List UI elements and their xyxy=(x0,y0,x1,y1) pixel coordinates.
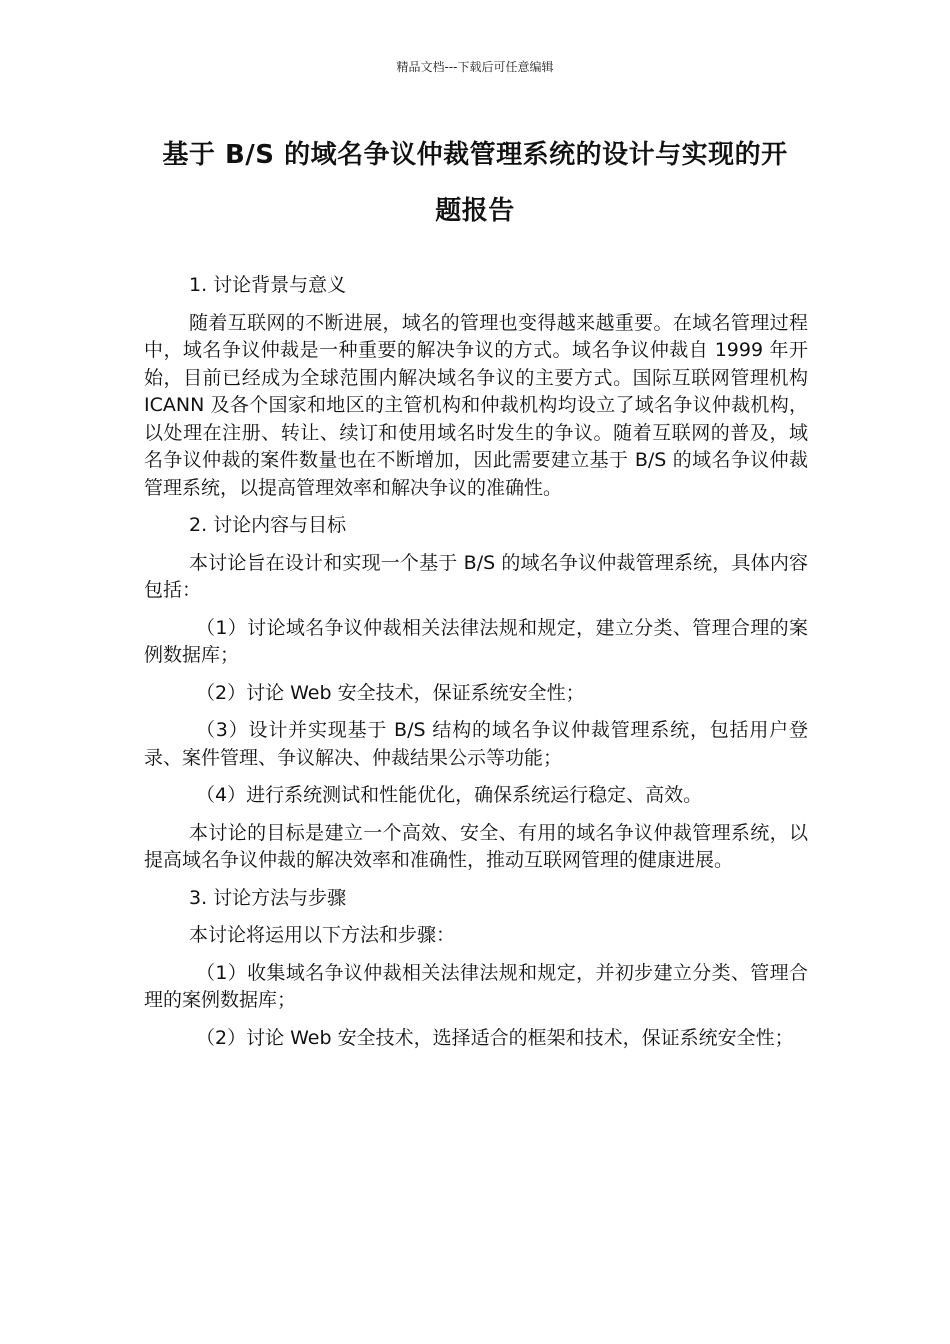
section-2-item: （4）进行系统测试和性能优化，确保系统运行稳定、高效。 xyxy=(196,784,703,806)
document-title-line-2: 题报告 xyxy=(435,196,515,226)
document-title-line-1: 基于 B/S 的域名争议仲裁管理系统的设计与实现的开 xyxy=(162,140,788,170)
section-1-heading: 1. 讨论背景与意义 xyxy=(189,274,347,296)
section-1-paragraph: 随着互联网的不断进展，域名的管理也变得越来越重要。在域名管理过程中，域名争议仲裁是一种重要的解决争议的方式。域名争议仲裁自 1999 年开始，目前已经成为全球范围内解决域名争议的主要方式。国际互联网管理机构 ICANN 及各个国家和地区的主管机构和仲裁机构均设立了域名争议仲裁机构，以处理在注册、转让、续订和使用域名时发生的争议。随着互联网的普及，域名争议仲裁的案件数量也在不断增加，因此需要建立基于 B/S 的域名争议仲裁管理系统，以提高管理效率和解决争议的准确性。 xyxy=(144,311,808,499)
section-3-item: （2）讨论 Web 安全技术，选择适合的框架和技术，保证系统安全性； xyxy=(196,1026,794,1049)
section-2-item: （1）讨论域名争议仲裁相关法律法规和规定，建立分类、管理合理的案例数据库； xyxy=(144,616,808,666)
section-3-intro: 本讨论将运用以下方法和步骤： xyxy=(189,924,456,946)
header-note: 精品文档---下载后可任意编辑 xyxy=(396,60,554,74)
section-2-goal: 本讨论的目标是建立一个高效、安全、有用的域名争议仲裁管理系统，以提高域名争议仲裁的解决效率和准确性，推动互联网管理的健康进展。 xyxy=(144,821,808,871)
document-body xyxy=(144,272,808,1062)
section-2-item: （2）讨论 Web 安全技术，保证系统安全性； xyxy=(196,681,585,704)
section-3-heading: 3. 讨论方法与步骤 xyxy=(189,886,347,909)
section-2-heading: 2. 讨论内容与目标 xyxy=(189,514,347,536)
section-2-item: （3）设计并实现基于 B/S 结构的域名争议仲裁管理系统，包括用户登录、案件管理、争议解决、仲裁结果公示等功能； xyxy=(144,719,808,769)
section-3-item: （1）收集域名争议仲裁相关法律法规和规定，并初步建立分类、管理合理的案例数据库； xyxy=(144,961,808,1011)
section-2-intro: 本讨论旨在设计和实现一个基于 B/S 的域名争议仲裁管理系统，具体内容包括： xyxy=(144,551,808,601)
